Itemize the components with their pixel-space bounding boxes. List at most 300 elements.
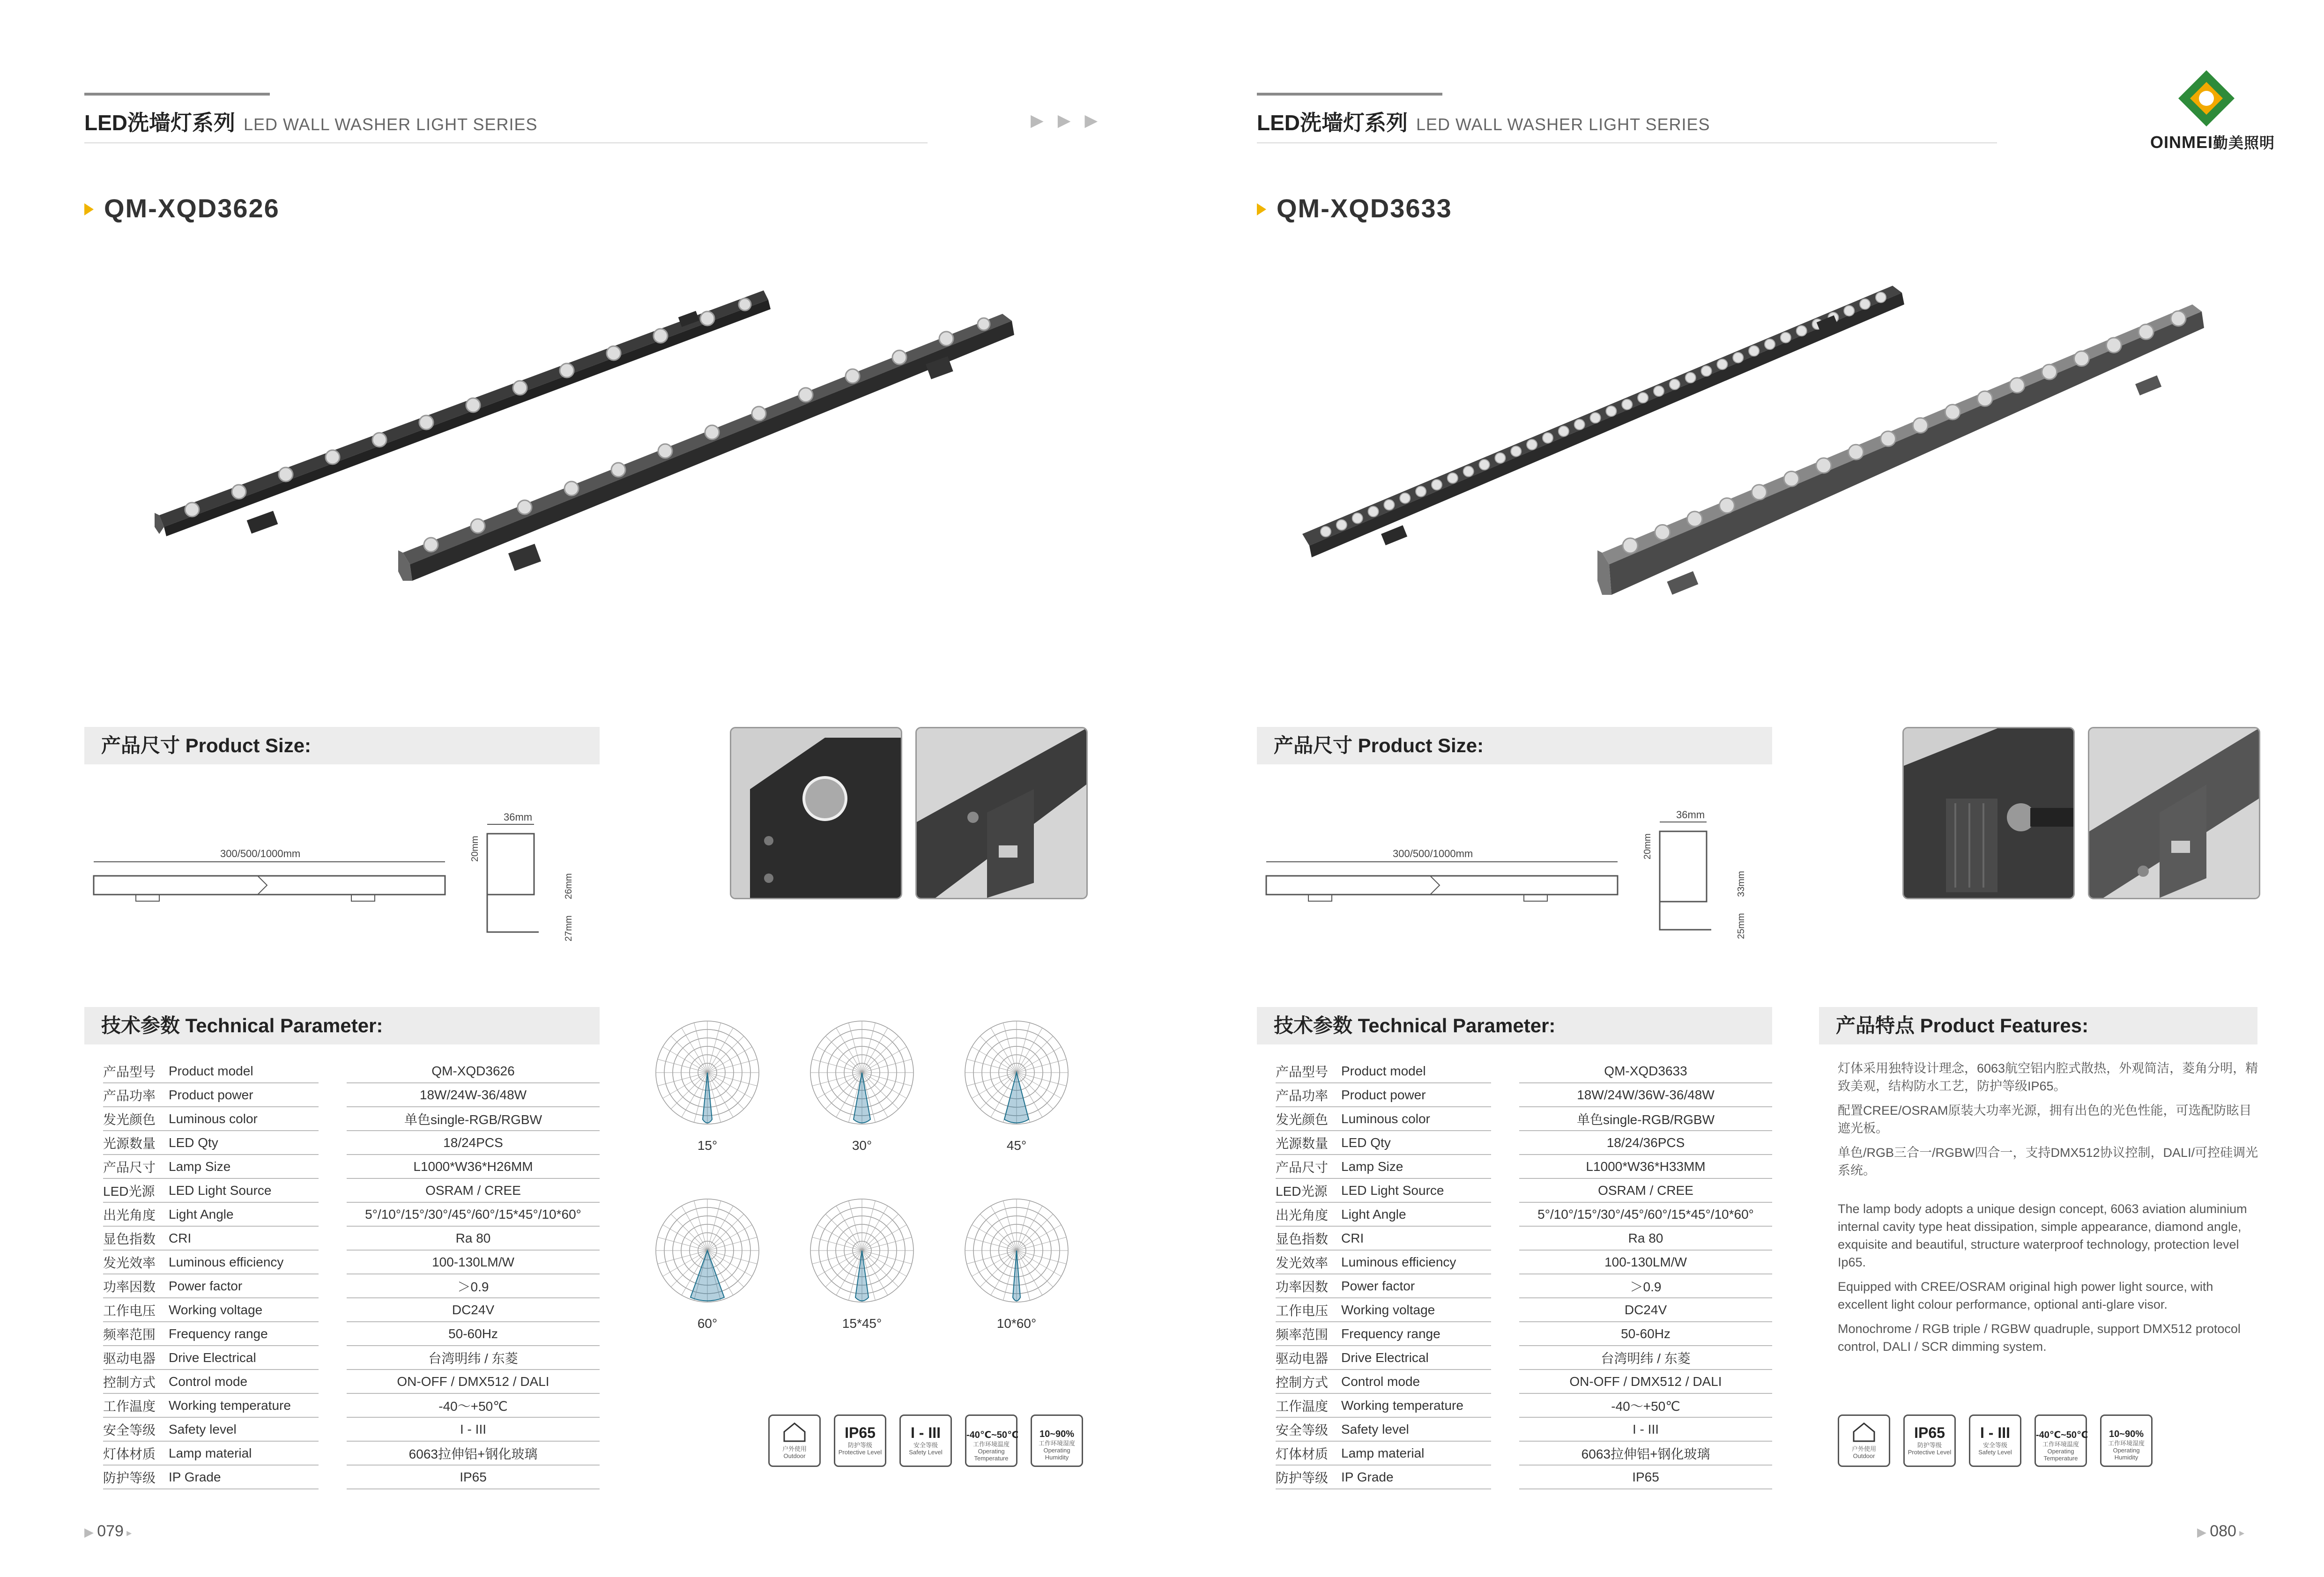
feature-paragraph: 灯体采用独特设计理念，6063航空铝内腔式散热，外观简洁，菱角分明，精致美观，结构防水工艺，防护等级IP65。 (1838, 1061, 2258, 1093)
spec-value: 台湾明纬 / 东菱 (1519, 1346, 1772, 1370)
spec-row (1276, 1155, 1772, 1178)
led-dot (1352, 513, 1363, 523)
spec-gap (319, 1346, 347, 1370)
spec-label-en: LED Light Source (169, 1178, 319, 1202)
humidity-icon: 10~90% 工作环境湿度 Operating Humidity (2100, 1414, 2153, 1467)
outdoor-icon: 户外使用 Outdoor (768, 1414, 821, 1467)
led-dot (1321, 526, 1331, 537)
spec-label-en: Luminous efficiency (169, 1250, 319, 1274)
polar-diagram (810, 1021, 913, 1153)
led-dot (1765, 339, 1775, 349)
spec-row (103, 1370, 600, 1393)
spec-value: L1000*W36*H26MM (347, 1155, 600, 1178)
dim-length-label: 300/500/1000mm (220, 848, 301, 859)
led-dot (1719, 498, 1734, 513)
feature-paragraph: 配置CREE/OSRAM原装大功率光源，拥有出色的光色性能，可选配防眩目遮光板。 (1838, 1103, 2252, 1135)
spec-label-cn: 产品型号 (1276, 1059, 1341, 1083)
spec-label-en: Working temperature (1341, 1393, 1491, 1417)
spec-row (1276, 1059, 1772, 1083)
led-dot (1781, 333, 1791, 343)
led-dot (1448, 473, 1458, 483)
spec-label-cn: 控制方式 (1276, 1370, 1341, 1393)
led-dot (1752, 485, 1767, 500)
led-dot (1945, 405, 1960, 420)
spec-row (1276, 1441, 1772, 1465)
spec-label-cn: 光源数量 (1276, 1131, 1341, 1155)
spec-label-cn: 频率范围 (103, 1322, 169, 1346)
spec-gap (319, 1274, 347, 1298)
spec-label-cn: 安全等级 (103, 1417, 169, 1441)
spec-value: 18/24/36PCS (1519, 1131, 1772, 1155)
spec-label-cn: 发光效率 (103, 1250, 169, 1274)
spec-gap (1491, 1202, 1519, 1226)
led-dot (1849, 444, 1864, 459)
spec-label-en: Frequency range (1341, 1322, 1491, 1346)
spec-label-en: Luminous color (1341, 1107, 1491, 1131)
spec-label-en: Luminous efficiency (1341, 1250, 1491, 1274)
spec-gap (1491, 1226, 1519, 1250)
series-header-left (84, 106, 537, 137)
detail-photo-bracket-right (2088, 727, 2260, 899)
led-dot (2042, 364, 2057, 379)
spec-value: 50-60Hz (1519, 1322, 1772, 1346)
page-number-text: 080 (2210, 1522, 2236, 1540)
spec-value: 100-130LM/W (347, 1250, 600, 1274)
spec-label-en: CRI (169, 1226, 319, 1250)
spec-label-cn: 防护等级 (1276, 1465, 1341, 1489)
spec-gap (319, 1250, 347, 1274)
spec-value: -40～+50℃ (1519, 1393, 1772, 1417)
spec-value: 6063拉伸铝+钢化玻璃 (347, 1441, 600, 1465)
nav-arrows: ▶ ▶ ▶ (1031, 111, 1103, 130)
spec-label-cn: 产品功率 (1276, 1083, 1341, 1107)
spec-label-cn: 灯体材质 (1276, 1441, 1341, 1465)
led-dot (2138, 325, 2153, 340)
spec-label-cn: 防护等级 (103, 1465, 169, 1489)
spec-label-en: Power factor (1341, 1274, 1491, 1298)
led-dot (1638, 392, 1648, 403)
spec-value: I - III (1519, 1417, 1772, 1441)
model-bullet-icon (84, 203, 94, 215)
spec-value: DC24V (347, 1298, 600, 1322)
spec-label-cn: LED光源 (103, 1178, 169, 1202)
spec-label-cn: 显色指数 (1276, 1226, 1341, 1250)
spec-row (103, 1417, 600, 1441)
led-dot (1655, 525, 1670, 540)
spec-value: OSRAM / CREE (347, 1178, 600, 1202)
brand-name: OINMEI勤美照明 (2150, 133, 2275, 152)
spec-value: DC24V (1519, 1298, 1772, 1322)
led-dot (2010, 378, 2025, 393)
spec-gap (1491, 1393, 1519, 1417)
spec-label-cn: 功率因数 (103, 1274, 169, 1298)
led-dot (1543, 433, 1553, 443)
feature-paragraph: 单色/RGB三合一/RGBW四合一，支持DMX512协议控制，DALI/可控硅调光系统。 (1838, 1146, 2258, 1177)
spec-label-en: Lamp material (1341, 1441, 1491, 1465)
led-dot (1495, 453, 1505, 463)
spec-gap (1491, 1107, 1519, 1131)
polar-diagram (965, 1199, 1068, 1331)
spec-value: Ra 80 (347, 1226, 600, 1250)
spec-row (1276, 1131, 1772, 1155)
spec-label-en: IP Grade (169, 1465, 319, 1489)
led-dot (1913, 418, 1928, 433)
led-dot (1479, 459, 1490, 470)
led-dot (1574, 419, 1585, 429)
spec-row (103, 1346, 600, 1370)
spec-gap (1491, 1083, 1519, 1107)
spec-gap (319, 1226, 347, 1250)
spec-label-cn: 显色指数 (103, 1226, 169, 1250)
spec-label-en: Light Angle (169, 1202, 319, 1226)
spec-row (103, 1059, 600, 1083)
spec-row (1276, 1417, 1772, 1441)
led-dot (1432, 480, 1442, 490)
temperature-icon: -40℃~50℃ 工作环境温度 Operating Temperature (2034, 1414, 2087, 1467)
beam-angle-label: 15° (697, 1138, 718, 1153)
spec-value: 单色single-RGB/RGBW (1519, 1107, 1772, 1131)
spec-gap (319, 1370, 347, 1393)
spec-gap (319, 1178, 347, 1202)
led-dot (1733, 353, 1743, 363)
detail-photo-bracket-left (915, 727, 1088, 899)
beam-angle-label: 60° (697, 1316, 718, 1331)
spec-label-en: Lamp Size (1341, 1155, 1491, 1178)
spec-label-cn: 工作电压 (1276, 1298, 1341, 1322)
spec-gap (1491, 1250, 1519, 1274)
spec-table-right (1276, 1059, 1772, 1489)
spec-gap (1491, 1178, 1519, 1202)
beam-angle-label: 10*60° (996, 1316, 1037, 1331)
spec-value: 18W/24W-36/48W (347, 1083, 600, 1107)
header-accent-line (84, 93, 270, 96)
spec-value: 18W/24W/36W-36/48W (1519, 1083, 1772, 1107)
param-section-title: 技术参数 Technical Parameter: (1274, 1014, 1556, 1037)
spec-row (1276, 1274, 1772, 1298)
led-dot (1844, 306, 1854, 316)
detail-photo-endcap-right (1902, 727, 2075, 899)
icon-row-right (1838, 1414, 2166, 1475)
led-dot (1527, 439, 1537, 450)
spec-row (103, 1178, 600, 1202)
spec-row (103, 1226, 600, 1250)
param-section-title: 技术参数 Technical Parameter: (101, 1014, 383, 1037)
brand-logo (2136, 61, 2277, 155)
ip65-icon: IP65 防护等级 Protective Level (1903, 1414, 1956, 1467)
polar-diagram (656, 1021, 759, 1153)
spec-table-left (103, 1059, 600, 1489)
spec-gap (1491, 1274, 1519, 1298)
spec-row (103, 1107, 600, 1131)
spec-gap (319, 1465, 347, 1489)
safety-level-icon: I - III 安全等级 Safety Level (1969, 1414, 2021, 1467)
product-render-right (1293, 272, 2220, 609)
spec-label-cn: 驱动电器 (103, 1346, 169, 1370)
spec-value: 100-130LM/W (1519, 1250, 1772, 1274)
spec-label-en: Frequency range (169, 1322, 319, 1346)
spec-gap (1491, 1059, 1519, 1083)
led-dot (1336, 520, 1347, 530)
spec-value: 5°/10°/15°/30°/45°/60°/15*45°/10*60° (1519, 1202, 1772, 1226)
led-dot (1416, 486, 1426, 496)
spec-label-en: LED Qty (1341, 1131, 1491, 1155)
spec-row (103, 1322, 600, 1346)
size-section-bar-right (1257, 727, 1772, 764)
spec-label-cn: 产品尺寸 (1276, 1155, 1341, 1178)
spec-value: I - III (347, 1417, 600, 1441)
led-dot (1881, 431, 1896, 446)
spec-label-cn: 发光效率 (1276, 1250, 1341, 1274)
header-divider (1257, 142, 1997, 143)
spec-row (1276, 1298, 1772, 1322)
spec-label-en: Power factor (169, 1274, 319, 1298)
led-dot (1687, 511, 1702, 526)
spec-value: IP65 (347, 1465, 600, 1489)
spec-label-cn: 安全等级 (1276, 1417, 1341, 1441)
param-section-bar-right (1257, 1007, 1772, 1044)
polar-diagram (656, 1199, 759, 1331)
spec-label-en: Light Angle (1341, 1202, 1491, 1226)
spec-row (1276, 1178, 1772, 1202)
spec-label-en: Lamp material (169, 1441, 319, 1465)
page-number-right: ▶ 080 ▸ (2197, 1522, 2245, 1540)
spec-label-en: Control mode (1341, 1370, 1491, 1393)
spec-label-cn: 功率因数 (1276, 1274, 1341, 1298)
spec-value: ＞0.9 (347, 1274, 600, 1298)
spec-gap (319, 1393, 347, 1417)
page-number-left: ▶ 079 ▸ (84, 1522, 132, 1540)
spec-label-en: LED Qty (169, 1131, 319, 1155)
spec-label-en: IP Grade (1341, 1465, 1491, 1489)
spec-row (1276, 1346, 1772, 1370)
led-dot (1670, 379, 1680, 390)
spec-gap (319, 1131, 347, 1155)
led-dot (2171, 311, 2186, 326)
features-section-title: 产品特点 Product Features: (1836, 1014, 2089, 1037)
spec-label-en: Drive Electrical (1341, 1346, 1491, 1370)
light-bar-4 (1597, 304, 2204, 595)
spec-gap (319, 1417, 347, 1441)
page-number-text: 079 (97, 1522, 124, 1540)
dim-width-label: 36mm (1676, 809, 1705, 821)
spec-row (1276, 1465, 1772, 1489)
spec-row (1276, 1202, 1772, 1226)
spec-value: ON-OFF / DMX512 / DALI (1519, 1370, 1772, 1393)
dim-h1-label: 20mm (1642, 833, 1653, 859)
spec-gap (319, 1202, 347, 1226)
led-dot (1717, 359, 1727, 370)
spec-value: 6063拉伸铝+钢化玻璃 (1519, 1441, 1772, 1465)
series-title-cn: LED洗墙灯系列 (1257, 111, 1408, 135)
spec-gap (319, 1059, 347, 1083)
led-dot (1384, 500, 1394, 510)
led-dot (1876, 292, 1886, 303)
header-divider (84, 142, 928, 143)
detail-photo-endcap-left (730, 727, 902, 899)
spec-label-cn: 出光角度 (1276, 1202, 1341, 1226)
outdoor-icon: 户外使用 Outdoor (1838, 1414, 1890, 1467)
model-title-left: QM-XQD3626 (104, 193, 280, 223)
spec-row (103, 1393, 600, 1417)
polar-diagram (810, 1199, 913, 1331)
spec-value: QM-XQD3633 (1519, 1059, 1772, 1083)
size-section-title: 产品尺寸 Product Size: (1274, 734, 1484, 756)
spec-value: 单色single-RGB/RGBW (347, 1107, 600, 1131)
led-dot (1797, 326, 1807, 336)
dimension-drawing-left (89, 806, 604, 946)
series-header-right (1257, 106, 1710, 137)
light-bar-3 (1302, 286, 1904, 557)
dimension-drawing-right (1262, 803, 1777, 944)
spec-label-en: CRI (1341, 1226, 1491, 1250)
spec-row (1276, 1250, 1772, 1274)
light-bar-2 (398, 314, 1014, 581)
led-dot (1463, 466, 1474, 476)
spec-label-en: Product model (1341, 1059, 1491, 1083)
led-dot (1654, 386, 1664, 396)
spec-label-en: Drive Electrical (169, 1346, 319, 1370)
spec-label-cn: 发光颜色 (103, 1107, 169, 1131)
spec-label-cn: 工作温度 (103, 1393, 169, 1417)
spec-gap (319, 1441, 347, 1465)
spec-label-en: Working voltage (1341, 1298, 1491, 1322)
spec-label-en: Control mode (169, 1370, 319, 1393)
dim-width-label: 36mm (504, 811, 533, 823)
spec-value: IP65 (1519, 1465, 1772, 1489)
spec-label-cn: 控制方式 (103, 1370, 169, 1393)
spec-gap (1491, 1441, 1519, 1465)
spec-value: Ra 80 (1519, 1226, 1772, 1250)
led-dot (1749, 346, 1759, 356)
led-dot (1368, 506, 1379, 517)
feature-paragraph: Monochrome / RGB triple / RGBW quadruple, support DMX512 protocol control, DALI / SCR dimming system. (1838, 1322, 2241, 1354)
led-dot (2106, 338, 2121, 353)
dim-h3-label: 25mm (1736, 913, 1746, 939)
led-dot (1590, 413, 1601, 423)
spec-gap (1491, 1465, 1519, 1489)
spec-label-en: Product model (169, 1059, 319, 1083)
light-bar-1 (155, 290, 771, 536)
spec-value: ＞0.9 (1519, 1274, 1772, 1298)
spec-label-cn: 驱动电器 (1276, 1346, 1341, 1370)
spec-gap (319, 1298, 347, 1322)
spec-label-en: Working temperature (169, 1393, 319, 1417)
led-dot (1559, 426, 1569, 437)
series-title-en: LED WALL WASHER LIGHT SERIES (1416, 115, 1710, 134)
spec-label-en: Working voltage (169, 1298, 319, 1322)
spec-row (103, 1298, 600, 1322)
beam-angle-label: 45° (1006, 1138, 1027, 1153)
spec-value: 18/24PCS (347, 1131, 600, 1155)
series-title-en: LED WALL WASHER LIGHT SERIES (244, 115, 538, 134)
spec-label-en: Product power (1341, 1083, 1491, 1107)
dim-h2-label: 33mm (1736, 871, 1746, 897)
led-dot (1623, 538, 1638, 553)
spec-row (103, 1465, 600, 1489)
spec-label-en: Product power (169, 1083, 319, 1107)
led-dot (1511, 446, 1521, 457)
spec-label-en: Safety level (169, 1417, 319, 1441)
spec-value: -40～+50℃ (347, 1393, 600, 1417)
ip65-icon: IP65 防护等级 Protective Level (834, 1414, 886, 1467)
spec-row (1276, 1370, 1772, 1393)
spec-gap (1491, 1346, 1519, 1370)
spec-value: 5°/10°/15°/30°/45°/60°/15*45°/10*60° (347, 1202, 600, 1226)
temperature-icon: -40℃~50℃ 工作环境温度 Operating Temperature (965, 1414, 1017, 1467)
spec-label-cn: 光源数量 (103, 1131, 169, 1155)
spec-value: 台湾明纬 / 东菱 (347, 1346, 600, 1370)
led-dot (1701, 366, 1712, 376)
size-section-bar-left (84, 727, 600, 764)
led-dot (1606, 406, 1616, 416)
polar-diagram (965, 1021, 1068, 1153)
spec-gap (1491, 1417, 1519, 1441)
led-dot (1816, 458, 1831, 473)
spec-label-cn: 工作温度 (1276, 1393, 1341, 1417)
spec-gap (1491, 1298, 1519, 1322)
spec-gap (319, 1107, 347, 1131)
spec-label-cn: 发光颜色 (1276, 1107, 1341, 1131)
param-section-bar-left (84, 1007, 600, 1044)
spec-row (103, 1441, 600, 1465)
spec-label-cn: 工作电压 (103, 1298, 169, 1322)
spec-label-cn: 频率范围 (1276, 1322, 1341, 1346)
humidity-icon: 10~90% 工作环境湿度 Operating Humidity (1031, 1414, 1083, 1467)
spec-row (103, 1202, 600, 1226)
spec-label-en: Lamp Size (169, 1155, 319, 1178)
feature-paragraph: Equipped with CREE/OSRAM original high power light source, with excellent light colour performance, optional anti-glare visor. (1838, 1280, 2213, 1311)
spec-gap (1491, 1155, 1519, 1178)
dim-length-label: 300/500/1000mm (1393, 848, 1473, 859)
spec-label-cn: 灯体材质 (103, 1441, 169, 1465)
spec-label-cn: 产品功率 (103, 1083, 169, 1107)
spec-value: L1000*W36*H33MM (1519, 1155, 1772, 1178)
spec-gap (319, 1083, 347, 1107)
spec-gap (1491, 1370, 1519, 1393)
beam-angle-label: 30° (852, 1138, 872, 1153)
spec-label-cn: 产品尺寸 (103, 1155, 169, 1178)
spec-row (103, 1083, 600, 1107)
polar-diagrams (651, 1007, 1101, 1344)
spec-row (1276, 1393, 1772, 1417)
safety-level-icon: I - III 安全等级 Safety Level (899, 1414, 952, 1467)
model-bullet-icon (1257, 203, 1266, 215)
spec-gap (319, 1322, 347, 1346)
feature-paragraph: The lamp body adopts a unique design concept, 6063 aviation aluminium internal cavity type heat dissipation, simple appearance, diamond angle, exquisite and beautiful, structure waterproof technology, protection level Ip65. (1838, 1202, 2247, 1269)
led-dot (1977, 391, 1992, 406)
spec-row (1276, 1226, 1772, 1250)
spec-row (103, 1250, 600, 1274)
spec-row (103, 1274, 600, 1298)
spec-value: 50-60Hz (347, 1322, 600, 1346)
series-title-cn: LED洗墙灯系列 (84, 111, 235, 135)
led-dot (1400, 493, 1410, 503)
spec-row (103, 1131, 600, 1155)
spec-value: OSRAM / CREE (1519, 1178, 1772, 1202)
spec-row (1276, 1107, 1772, 1131)
spec-value: ON-OFF / DMX512 / DALI (347, 1370, 600, 1393)
dim-h3-label: 27mm (564, 915, 574, 941)
spec-value: QM-XQD3626 (347, 1059, 600, 1083)
dim-h2-label: 26mm (564, 873, 574, 899)
spec-label-cn: 产品型号 (103, 1059, 169, 1083)
spec-label-en: Luminous color (169, 1107, 319, 1131)
spec-label-cn: LED光源 (1276, 1178, 1341, 1202)
icon-row-left (768, 1414, 1096, 1475)
header-accent-line (1257, 93, 1442, 96)
led-dot (1685, 372, 1696, 383)
features-list (1838, 1059, 2259, 1362)
